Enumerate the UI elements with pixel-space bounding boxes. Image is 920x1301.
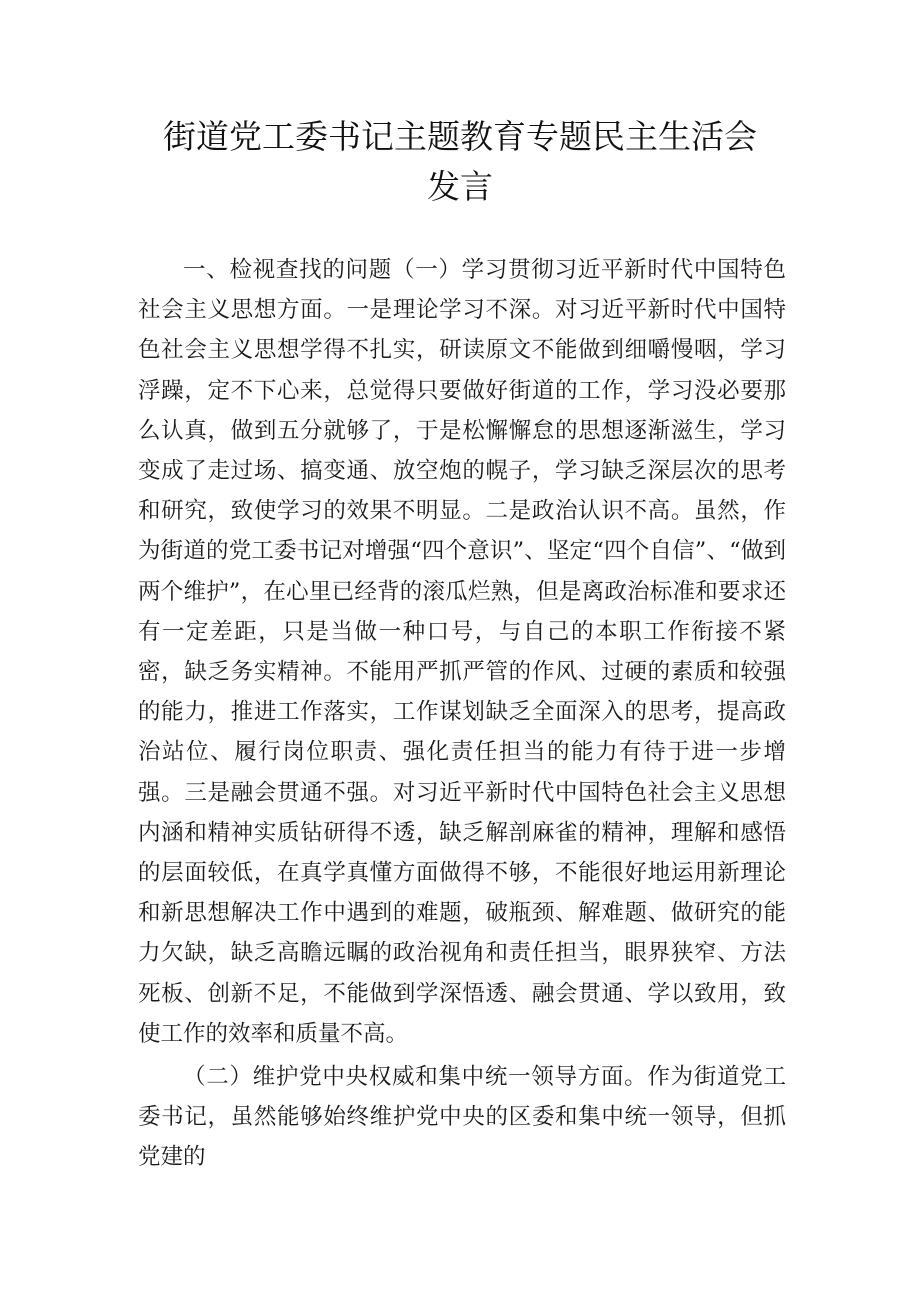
document-body: [138, 250, 786, 1181]
document-title: [120, 112, 800, 212]
title-line-2: 发言: [427, 167, 493, 206]
title-line-1: 街道党工委书记主题教育专题民主生活会: [163, 117, 757, 156]
paragraph-2: （二）维护党中央权威和集中统一领导方面。作为街道党工委书记，虽然能够始终维护党中央的区委和集中统一领导，但抓党建的: [138, 1064, 786, 1171]
paragraph-1: 一、检视查找的问题（一）学习贯彻习近平新时代中国特色社会主义思想方面。一是理论学习不深。对习近平新时代中国特色社会主义思想学得不扎实，研读原文不能做到细嚼慢咽，学习浮躁，定不下心来，总觉得只要做好街道的工作，学习没必要那么认真，做到五分就够了，于是松懈懈怠的思想逐渐滋生，学习变成了走过场、搞变通、放空炮的幌子，学习缺乏深层次的思考和研究，致使学习的效果不明显。二是政治认识不高。虽然，作为街道的党工委书记对增强“四个意识”、坚定“四个自信”、“做到两个维护”，在心里已经背的滚瓜烂熟，但是离政治标准和要求还有一定差距，只是当做一种口号，与自己的本职工作衔接不紧密，缺乏务实精神。不能用严抓严管的作风、过硬的素质和较强的能力，推进工作落实，工作谋划缺乏全面深入的思考，提高政治站位、履行岗位职责、强化责任担当的能力有待于进一步增强。三是融会贯通不强。对习近平新时代中国特色社会主义思想内涵和精神实质钻研得不透，缺乏解剖麻雀的精神，理解和感悟的层面较低，在真学真懂方面做得不够，不能很好地运用新理论和新思想解决工作中遇到的难题，破瓶颈、解难题、做研究的能力欠缺，缺乏高瞻远瞩的政治视角和责任担当，眼界狭窄、方法死板、创新不足，不能做到学深悟透、融会贯通、学以致用，致使工作的效率和质量不高。: [138, 257, 786, 1047]
